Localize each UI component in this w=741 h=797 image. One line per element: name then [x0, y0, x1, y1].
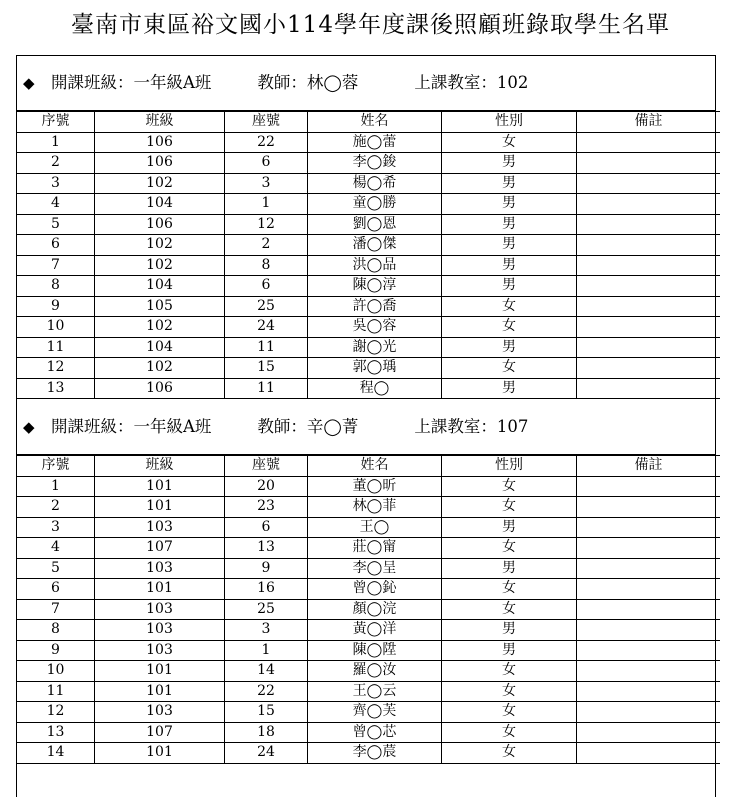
- cell-name: 陳◯淳: [308, 276, 442, 297]
- cell-gender: 男: [442, 153, 577, 174]
- cell-seat: 1: [225, 194, 308, 215]
- cell-remarks: [577, 681, 721, 702]
- table-row: [17, 661, 720, 682]
- column-header-class: 班級: [95, 112, 225, 133]
- table-row: [17, 255, 720, 276]
- classroom-label: 上課教室：107: [414, 417, 529, 436]
- cell-seat: 6: [225, 517, 308, 538]
- table-row: [17, 743, 720, 764]
- cell-gender: 女: [442, 661, 577, 682]
- cell-seat: 18: [225, 722, 308, 743]
- cell-gender: 女: [442, 722, 577, 743]
- cell-class: 102: [95, 173, 225, 194]
- cell-seq: 3: [17, 517, 95, 538]
- cell-seq: 13: [17, 722, 95, 743]
- cell-remarks: [577, 702, 721, 723]
- table-header-row: [17, 112, 720, 133]
- cell-seq: 13: [17, 378, 95, 399]
- cell-class: 106: [95, 153, 225, 174]
- cell-class: 103: [95, 558, 225, 579]
- cell-seat: 15: [225, 358, 308, 379]
- column-header-seat: 座號: [225, 112, 308, 133]
- cell-remarks: [577, 132, 721, 153]
- cell-class: 103: [95, 640, 225, 661]
- cell-class: 101: [95, 497, 225, 518]
- cell-remarks: [577, 194, 721, 215]
- cell-name: 楊◯希: [308, 173, 442, 194]
- cell-name: 陳◯陞: [308, 640, 442, 661]
- cell-seat: 2: [225, 235, 308, 256]
- cell-seq: 2: [17, 153, 95, 174]
- cell-name: 董◯昕: [308, 476, 442, 497]
- cell-remarks: [577, 358, 721, 379]
- cell-name: 王◯云: [308, 681, 442, 702]
- cell-seq: 1: [17, 132, 95, 153]
- cell-seq: 4: [17, 538, 95, 559]
- cell-seq: 11: [17, 337, 95, 358]
- cell-class: 104: [95, 276, 225, 297]
- table-row: [17, 194, 720, 215]
- cell-class: 104: [95, 337, 225, 358]
- column-header-seq: 序號: [17, 112, 95, 133]
- cell-seat: 9: [225, 558, 308, 579]
- section-header: [17, 400, 715, 455]
- cell-name: 顏◯浣: [308, 599, 442, 620]
- cell-remarks: [577, 579, 721, 600]
- cell-seat: 12: [225, 214, 308, 235]
- cell-gender: 男: [442, 173, 577, 194]
- cell-seq: 1: [17, 476, 95, 497]
- cell-gender: 女: [442, 599, 577, 620]
- cell-remarks: [577, 317, 721, 338]
- cell-remarks: [577, 337, 721, 358]
- table-row: [17, 599, 720, 620]
- table-row: [17, 337, 720, 358]
- cell-gender: 女: [442, 317, 577, 338]
- cell-gender: 女: [442, 296, 577, 317]
- cell-name: 李◯鋑: [308, 153, 442, 174]
- cell-gender: 女: [442, 743, 577, 764]
- cell-name: 程◯: [308, 378, 442, 399]
- cell-class: 103: [95, 620, 225, 641]
- cell-class: 104: [95, 194, 225, 215]
- cell-gender: 男: [442, 276, 577, 297]
- cell-class: 101: [95, 661, 225, 682]
- cell-name: 洪◯品: [308, 255, 442, 276]
- cell-class: 102: [95, 235, 225, 256]
- column-header-seat: 座號: [225, 456, 308, 477]
- cell-seq: 6: [17, 579, 95, 600]
- table-row: [17, 476, 720, 497]
- cell-gender: 男: [442, 640, 577, 661]
- cell-gender: 女: [442, 476, 577, 497]
- class-label: 開課班級：一年級A班: [51, 417, 212, 436]
- cell-class: 107: [95, 538, 225, 559]
- cell-name: 莊◯甯: [308, 538, 442, 559]
- table-row: [17, 296, 720, 317]
- table-row: [17, 702, 720, 723]
- cell-name: 施◯蕾: [308, 132, 442, 153]
- cell-remarks: [577, 722, 721, 743]
- cell-seq: 9: [17, 296, 95, 317]
- cell-remarks: [577, 640, 721, 661]
- cell-seq: 8: [17, 620, 95, 641]
- class-section-1: [17, 56, 715, 399]
- cell-seat: 24: [225, 317, 308, 338]
- table-row: [17, 558, 720, 579]
- cell-seat: 25: [225, 599, 308, 620]
- cell-seq: 7: [17, 255, 95, 276]
- table-row: [17, 517, 720, 538]
- cell-remarks: [577, 276, 721, 297]
- cell-seq: 10: [17, 317, 95, 338]
- class-section-2: [17, 400, 715, 764]
- teacher-label: 教師：林◯蓉: [257, 73, 359, 92]
- student-table: [17, 111, 720, 399]
- cell-gender: 男: [442, 620, 577, 641]
- cell-gender: 男: [442, 194, 577, 215]
- cell-class: 101: [95, 681, 225, 702]
- table-row: [17, 722, 720, 743]
- cell-gender: 女: [442, 702, 577, 723]
- column-header-name: 姓名: [308, 456, 442, 477]
- cell-class: 101: [95, 579, 225, 600]
- cell-name: 曾◯鈊: [308, 579, 442, 600]
- cell-remarks: [577, 476, 721, 497]
- cell-seat: 14: [225, 661, 308, 682]
- table-row: [17, 620, 720, 641]
- table-header-row: [17, 456, 720, 477]
- cell-remarks: [577, 235, 721, 256]
- cell-name: 郭◯瑀: [308, 358, 442, 379]
- cell-seat: 25: [225, 296, 308, 317]
- cell-name: 劉◯恩: [308, 214, 442, 235]
- cell-gender: 男: [442, 214, 577, 235]
- cell-remarks: [577, 599, 721, 620]
- table-row: [17, 358, 720, 379]
- cell-name: 童◯勝: [308, 194, 442, 215]
- cell-class: 101: [95, 743, 225, 764]
- cell-gender: 男: [442, 235, 577, 256]
- cell-seat: 22: [225, 132, 308, 153]
- cell-remarks: [577, 497, 721, 518]
- cell-remarks: [577, 255, 721, 276]
- cell-class: 105: [95, 296, 225, 317]
- teacher-label: 教師：辛◯菁: [257, 417, 359, 436]
- cell-gender: 女: [442, 681, 577, 702]
- cell-remarks: [577, 620, 721, 641]
- cell-seq: 14: [17, 743, 95, 764]
- cell-seat: 24: [225, 743, 308, 764]
- cell-name: 李◯呈: [308, 558, 442, 579]
- cell-seat: 3: [225, 173, 308, 194]
- cell-gender: 男: [442, 558, 577, 579]
- cell-gender: 女: [442, 579, 577, 600]
- cell-class: 102: [95, 317, 225, 338]
- cell-gender: 女: [442, 497, 577, 518]
- cell-seat: 11: [225, 337, 308, 358]
- cell-seat: 6: [225, 153, 308, 174]
- section-header: [17, 56, 715, 111]
- cell-name: 謝◯光: [308, 337, 442, 358]
- column-header-remarks: 備註: [577, 112, 721, 133]
- cell-name: 羅◯汝: [308, 661, 442, 682]
- class-label: 開課班級：一年級A班: [51, 73, 212, 92]
- cell-class: 103: [95, 599, 225, 620]
- table-row: [17, 132, 720, 153]
- cell-seat: 13: [225, 538, 308, 559]
- cell-seat: 1: [225, 640, 308, 661]
- table-row: [17, 378, 720, 399]
- cell-remarks: [577, 517, 721, 538]
- column-header-class: 班級: [95, 456, 225, 477]
- cell-seat: 16: [225, 579, 308, 600]
- cell-class: 101: [95, 476, 225, 497]
- cell-seq: 5: [17, 214, 95, 235]
- column-header-remarks: 備註: [577, 456, 721, 477]
- table-row: [17, 153, 720, 174]
- cell-seat: 20: [225, 476, 308, 497]
- cell-seq: 3: [17, 173, 95, 194]
- cell-name: 李◯莀: [308, 743, 442, 764]
- cell-gender: 男: [442, 517, 577, 538]
- cell-remarks: [577, 296, 721, 317]
- cell-name: 王◯: [308, 517, 442, 538]
- cell-seat: 23: [225, 497, 308, 518]
- cell-gender: 女: [442, 132, 577, 153]
- cell-seq: 7: [17, 599, 95, 620]
- table-row: [17, 579, 720, 600]
- cell-remarks: [577, 214, 721, 235]
- column-header-seq: 序號: [17, 456, 95, 477]
- table-row: [17, 497, 720, 518]
- cell-class: 106: [95, 132, 225, 153]
- cell-name: 齊◯芙: [308, 702, 442, 723]
- cell-seat: 8: [225, 255, 308, 276]
- cell-seq: 12: [17, 702, 95, 723]
- cell-seq: 12: [17, 358, 95, 379]
- cell-gender: 男: [442, 255, 577, 276]
- cell-class: 103: [95, 517, 225, 538]
- table-row: [17, 640, 720, 661]
- cell-class: 102: [95, 358, 225, 379]
- cell-name: 吳◯容: [308, 317, 442, 338]
- table-row: [17, 681, 720, 702]
- cell-class: 102: [95, 255, 225, 276]
- cell-remarks: [577, 743, 721, 764]
- cell-seat: 22: [225, 681, 308, 702]
- cell-name: 許◯喬: [308, 296, 442, 317]
- cell-seat: 11: [225, 378, 308, 399]
- cell-seq: 11: [17, 681, 95, 702]
- table-row: [17, 214, 720, 235]
- cell-seq: 8: [17, 276, 95, 297]
- cell-name: 曾◯芯: [308, 722, 442, 743]
- column-header-gender: 性別: [442, 456, 577, 477]
- cell-gender: 男: [442, 378, 577, 399]
- cell-seq: 6: [17, 235, 95, 256]
- cell-seq: 10: [17, 661, 95, 682]
- page-title: 臺南市東區裕文國小114學年度課後照顧班錄取學生名單: [71, 12, 670, 38]
- diamond-bullet-icon: ◆: [23, 74, 35, 92]
- cell-seq: 9: [17, 640, 95, 661]
- classroom-label: 上課教室：102: [414, 73, 529, 92]
- cell-class: 106: [95, 214, 225, 235]
- cell-class: 106: [95, 378, 225, 399]
- table-row: [17, 276, 720, 297]
- cell-seat: 6: [225, 276, 308, 297]
- table-row: [17, 538, 720, 559]
- cell-class: 103: [95, 702, 225, 723]
- cell-class: 107: [95, 722, 225, 743]
- cell-seat: 15: [225, 702, 308, 723]
- column-header-name: 姓名: [308, 112, 442, 133]
- cell-remarks: [577, 153, 721, 174]
- student-table: [17, 455, 720, 764]
- cell-seat: 3: [225, 620, 308, 641]
- cell-gender: 女: [442, 358, 577, 379]
- cell-name: 林◯菲: [308, 497, 442, 518]
- cell-remarks: [577, 538, 721, 559]
- cell-gender: 女: [442, 538, 577, 559]
- table-row: [17, 317, 720, 338]
- table-row: [17, 173, 720, 194]
- cell-remarks: [577, 558, 721, 579]
- column-header-gender: 性別: [442, 112, 577, 133]
- roster-frame: [16, 55, 716, 797]
- cell-gender: 男: [442, 337, 577, 358]
- cell-remarks: [577, 661, 721, 682]
- cell-name: 黃◯洋: [308, 620, 442, 641]
- cell-remarks: [577, 173, 721, 194]
- cell-seq: 4: [17, 194, 95, 215]
- cell-seq: 5: [17, 558, 95, 579]
- cell-name: 潘◯傑: [308, 235, 442, 256]
- diamond-bullet-icon: ◆: [23, 418, 35, 436]
- cell-remarks: [577, 378, 721, 399]
- cell-seq: 2: [17, 497, 95, 518]
- table-row: [17, 235, 720, 256]
